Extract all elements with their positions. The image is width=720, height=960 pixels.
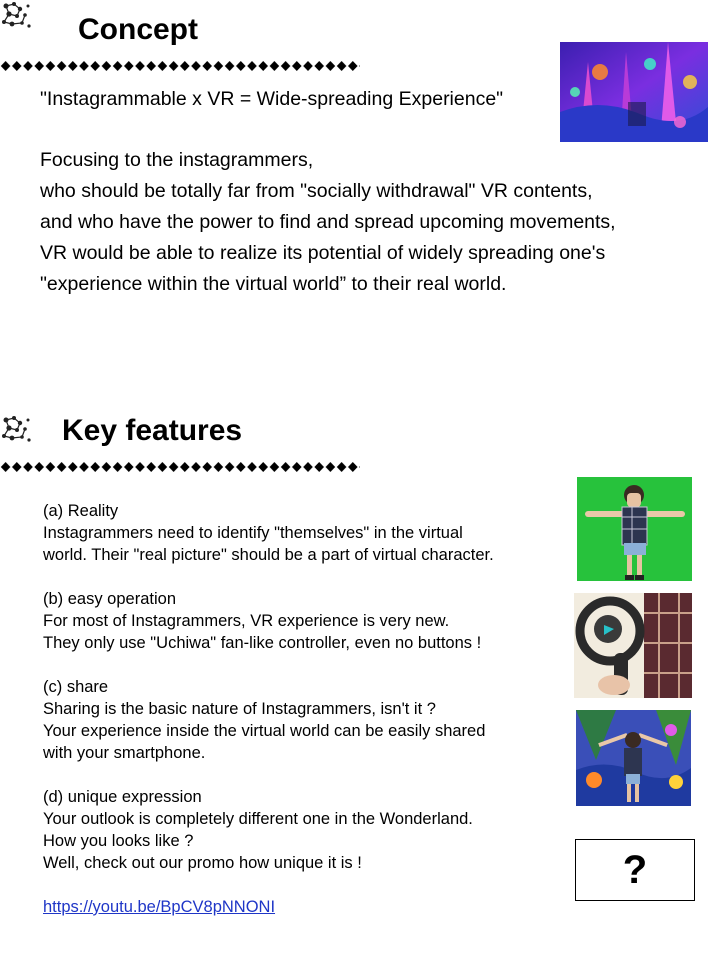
- feature-line: How you looks like ?: [43, 832, 194, 850]
- diamond-rule: [0, 60, 360, 72]
- vr-controller-photo: [574, 593, 692, 698]
- feature-line: Your outlook is completely different one in the Wonderland.: [43, 810, 473, 828]
- feature-line: For most of Instagrammers, VR experience is very new.: [43, 612, 450, 630]
- vr-forest-image: [560, 42, 708, 142]
- question-mark: ?: [622, 847, 648, 892]
- diamond-rule: [0, 461, 360, 473]
- feature-heading: (d) unique expression: [43, 788, 202, 806]
- features-list: [43, 500, 494, 918]
- vr-world-photo: [576, 710, 691, 806]
- concept-tagline: "Instagrammable x VR = Wide-spreading Experience": [40, 88, 504, 110]
- concept-title: Concept: [78, 13, 198, 46]
- diamond-rule-graphic: [0, 60, 360, 72]
- feature-line: Instagrammers need to identify "themselves" in the virtual: [43, 524, 463, 542]
- floral-ornament-icon: [0, 0, 34, 34]
- question-mark-box: [575, 839, 695, 901]
- key-features-title: Key features: [62, 414, 243, 447]
- feature-heading: (c) share: [43, 678, 109, 696]
- feature-line: Well, check out our promo how unique it is !: [43, 854, 362, 872]
- promo-video-link[interactable]: https://youtu.be/BpCV8pNNONI: [43, 898, 276, 916]
- feature-line: Sharing is the basic nature of Instagrammers, isn't it ?: [43, 700, 436, 718]
- green-screen-photo: [577, 477, 692, 581]
- feature-heading: (a) Reality: [43, 502, 119, 520]
- concept-line: VR would be able to realize its potential of widely spreading one's: [40, 242, 606, 264]
- floral-ornament-icon: [0, 414, 34, 448]
- feature-line: world. Their "real picture" should be a part of virtual character.: [43, 546, 494, 564]
- concept-line: and who have the power to find and spread upcoming movements,: [40, 211, 616, 233]
- diamond-rule-graphic: [0, 461, 360, 473]
- feature-heading: (b) easy operation: [43, 590, 176, 608]
- concept-line: Focusing to the instagrammers,: [40, 149, 314, 171]
- concept-line: "experience within the virtual world” to their real world.: [40, 273, 507, 295]
- concept-line: who should be totally far from "socially withdrawal" VR contents,: [40, 180, 593, 202]
- feature-line: They only use "Uchiwa" fan-like controller, even no buttons !: [43, 634, 482, 652]
- feature-line: with your smartphone.: [43, 744, 206, 762]
- feature-line: Your experience inside the virtual world can be easily shared: [43, 722, 486, 740]
- concept-body: [40, 145, 616, 300]
